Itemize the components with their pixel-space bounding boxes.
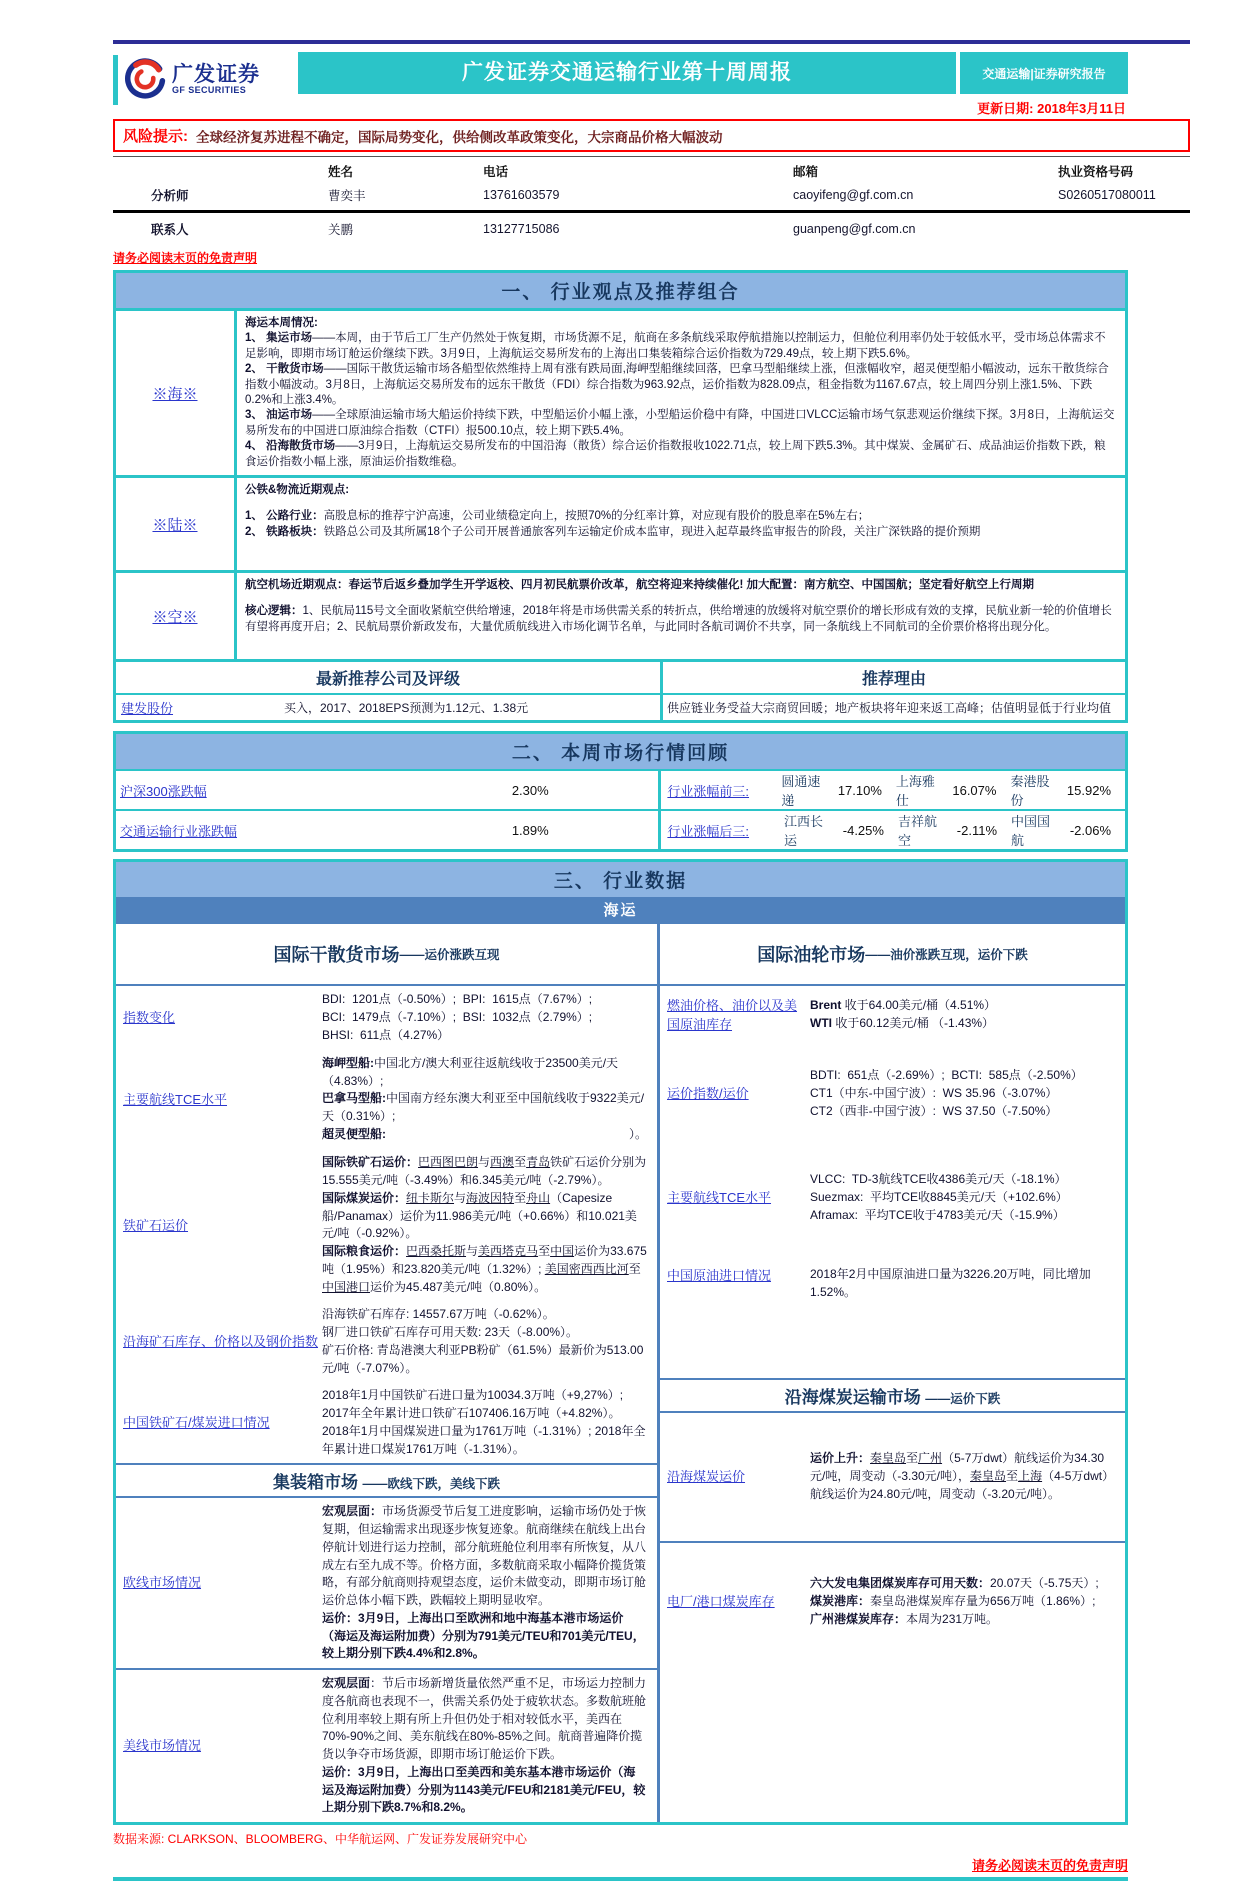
hs300-label-cell	[116, 781, 402, 800]
tce-level-values: 海岬型船:中国北方/澳大利亚往返航线收于23500美元/天（4.83%）; 巴拿马型船:中国南方经东澳大利亚至中国航线收于9322美元/天（0.31%）; 超灵便型船: ）。	[322, 1055, 647, 1141]
coastal-coal-market-title: 沿海煤炭运输市场	[784, 1388, 921, 1408]
europe-route-values: 宏观层面：市场货源受节后复工进度影响，运输市场仍处于恢复期，但运输需求出现逐步恢复迹象。航商继续在航线上出台停航计划进行运力控制，部分航班舱位利用率有所恢复，从八成左右至九成不等。价格方面，多数航商采取小幅降价揽货策略，有部分航商则持观望态度，运价未做变动，即期市场订舱运价总体小幅下跌，跌幅较上期明显收窄。 运价：3月9日，上海出口至欧洲和地中海基本港市场运价（海运及海运附加费）分别为791美元/TEU和701美元/TEU，较上期分别下跌4.4%和2.8%。	[322, 1504, 647, 1661]
bottom-disclaimer: 请务必阅读末页的免责声明	[971, 1858, 1128, 1874]
gainer-value: 15.92%	[1066, 782, 1111, 798]
title-band	[298, 52, 1128, 94]
risk-text: 全球经济复苏进程不确定，国际局势变化，供给侧改革政策变化，大宗商品价格大幅波动	[196, 129, 723, 145]
recommendation-data-row	[116, 693, 1125, 720]
analyst-header-row	[113, 157, 1190, 182]
logo-accent-bar	[113, 55, 118, 105]
report-title: 广发证券交通运输行业第十周周报	[298, 52, 956, 94]
land-row	[116, 475, 1125, 570]
coal-inventory-values: 六大发电集团煤炭库存可用天数：20.07天（-5.75天）; 煤炭港库：秦皇岛港煤炭库存量为656万吨（1.86%）; 广州港煤炭库存：本周为231万吨。	[810, 1576, 1099, 1626]
contact-role: 联系人	[151, 223, 189, 237]
tanker-market-header	[660, 924, 1125, 986]
loser-value: -4.25%	[842, 822, 884, 838]
coastal-coal-rate-row	[660, 1413, 1125, 1541]
sea-link[interactable]: ※海※	[152, 385, 198, 403]
tce-level-link[interactable]: 主要航线TCE水平	[123, 1091, 228, 1107]
sea-tag-cell	[116, 311, 237, 475]
tanker-market-subtitle: ——油价涨跌互现，运价下跌	[865, 948, 1028, 963]
land-link[interactable]: ※陆※	[152, 516, 198, 534]
recommendation-col1-header: 最新推荐公司及评级	[116, 662, 663, 693]
import-status-values: 2018年1月中国铁矿石进口量为10034.3万吨（+9,27%）; 2017年全年累计进口铁矿石107406.16万吨（+4.82%）。 2018年1月中国煤炭进口量为1761万吨（-1.31%）; 2018年全年累计进口煤炭1761万吨（-1.31%）。	[322, 1388, 646, 1456]
loser-name: 中国国航	[1011, 814, 1051, 849]
market-row-transport	[116, 809, 1125, 849]
analyst-header-name: 姓名	[328, 165, 354, 179]
gainer-entry	[781, 771, 882, 809]
recommended-stock-link[interactable]: 建发股份	[121, 701, 174, 717]
section1-title: 一、 行业观点及推荐组合	[116, 273, 1125, 308]
container-market-header	[116, 1463, 657, 1498]
hs300-link[interactable]: 沪深300涨跌幅	[120, 783, 207, 799]
drybulk-market-header	[116, 924, 657, 986]
analyst-role: 分析师	[151, 189, 189, 203]
transport-label-cell	[116, 821, 402, 840]
shipping-data-table	[116, 922, 1125, 1822]
crude-import-row	[660, 1252, 1125, 1378]
recommendation-table	[116, 659, 1125, 720]
gainer-value: 17.10%	[837, 782, 882, 798]
analyst-header-phone: 电话	[483, 165, 509, 179]
top-disclaimer: 请务必阅读末页的免责声明	[113, 251, 258, 265]
europe-route-row	[116, 1498, 657, 1668]
tanker-market-title: 国际油轮市场	[757, 945, 866, 966]
loser-entry	[898, 811, 997, 849]
report-page	[113, 40, 1156, 1881]
tanker-rate-index-values: BDTI: 651点（-2.69%）; BCTI: 585点（-2.50%） CT1（中东-中国宁波）: WS 35.96（-3.07%） CT2（西非-中国宁波）: WS 37.50（-7.50%）	[810, 1068, 1083, 1118]
section3	[113, 859, 1128, 1825]
data-source-note: 数据来源: CLARKSON、BLOOMBERG、中华航运网、广发证券发展研究中心	[113, 1832, 528, 1847]
us-route-values: 宏观层面：节后市场新增货量依然严重不足，市场运力控制力度各航商也表现不一，供需关系仍处于疲软状态。多数航班舱位利用率较上期有所上升但仍处于相对较低水平，美西在70%-90%之间、美东航线在80%-85%之间。航商普遍降价揽货以争夺市场货源，即期市场订舱运价下跌。 运价：3月9日，上海出口至美西和美东基本港市场运价（海运及海运附加费）分别为1143美元/FEU和2181美元/FEU，较上期分别下跌8.7%和8.2%。	[322, 1676, 647, 1815]
iron-ore-freight-values: 国际铁矿石运价：巴西图巴朗与西澳至青岛铁矿石运价分别为15.555美元/吨（-3.49%）和6.345美元/吨（-2.79%）。 国际煤炭运价：纽卡斯尔与海波因特至舟山（Capesize船/Panamax）运价为11.986美元/吨（+0.66%）和10.021美元/吨（-0.92%）。 国际粮食运价：巴西桑托斯与美西塔克马至中国运价为33.675吨（1.95%）和23.820美元/吨（1.32%）; 美国密西西比河至中国港口运价为45.487美元/吨（0.80%）。	[322, 1155, 647, 1294]
top-gainers-cell	[658, 771, 1125, 809]
tanker-tce-values: VLCC: TD-3航线TCE收4386美元/天（-18.1%） Suezmax: 平均TCE收8845美元/天（+102.6%） Aframax: 平均TCE收于4783美元/天（-15.9%）	[810, 1172, 1068, 1222]
report-tag: 交通运输|证券研究报告	[960, 52, 1128, 94]
analyst-phone: 13761603579	[483, 188, 560, 202]
coastal-coal-rate-values: 运价上升：秦皇岛至广州（5-7万dwt）航线运价为34.30元/吨，周变动（-3.30元/吨），秦皇岛至上海（4-5万dwt）航线运价为24.80元/吨，周变动（-3.20元/吨）。	[810, 1451, 1115, 1501]
ore-inventory-link[interactable]: 沿海矿石库存、价格以及钢价指数	[123, 1334, 319, 1350]
air-content: 航空机场近期观点：春运节后返乡叠加学生开学返校、四月初民航票价改革，航空将迎来持续催化! 加大配置：南方航空、中国国航；坚定看好航空上行周期 核心逻辑：1、民航局115号文全面收紧航空供给增速，2018年将是市场供需关系的转折点，供给增速的放缓将对航空票价的增长形成有效的支撑，民航业新一轮的价值增长有望将再度开启；2、民航局票价新政发布，大量优质航线进入市场化调节名单，与此同时各航司调价不共享，同一条航线上不同航司的全价票价格将出现分化。	[245, 579, 1112, 633]
import-status-link[interactable]: 中国铁矿石/煤炭进口情况	[123, 1415, 270, 1431]
tanker-rate-index-row	[660, 1044, 1125, 1144]
air-link[interactable]: ※空※	[152, 608, 198, 626]
container-market-title: 集装箱市场	[273, 1473, 359, 1493]
import-status-row	[116, 1382, 657, 1463]
gainer-entry	[896, 771, 997, 809]
index-change-row	[116, 986, 657, 1049]
top-losers-link[interactable]: 行业涨幅后三:	[667, 823, 750, 839]
crude-import-link[interactable]: 中国原油进口情况	[667, 1268, 772, 1284]
gainer-entry	[1010, 771, 1111, 809]
recommendation-reason: 供应链业务受益大宗商贸回暖；地产板块将年迎来返工高峰；估值明显低于行业均值	[667, 701, 1112, 716]
recommended-stock	[116, 695, 284, 720]
air-row	[116, 570, 1125, 659]
gainer-value: 16.07%	[952, 782, 997, 798]
analyst-email: caoyifeng@gf.com.cn	[793, 188, 914, 202]
fuel-oil-price-row	[660, 986, 1125, 1044]
land-tag-cell	[116, 478, 237, 570]
tanker-coal-column	[660, 924, 1125, 1822]
shipping-band: 海运	[116, 897, 1125, 922]
transport-index-link[interactable]: 交通运输行业涨跌幅	[120, 823, 238, 839]
us-route-link[interactable]: 美线市场情况	[123, 1738, 202, 1754]
iron-ore-freight-link[interactable]: 铁矿石运价	[123, 1217, 189, 1233]
air-tag-cell	[116, 573, 237, 659]
update-date: 更新日期: 2018年3月11日	[977, 101, 1126, 116]
index-change-values: BDI: 1201点（-0.50%）; BPI: 1615点（7.67%）; BCI: 1479点（-7.10%）; BSI: 1032点（2.79%）; BHSI: 611点（4.27%）	[322, 992, 593, 1042]
gainer-name: 圆通速递	[781, 774, 821, 809]
contact-name: 关鹏	[328, 223, 354, 237]
section3-title: 三、 行业数据	[116, 862, 1125, 897]
fuel-oil-price-values: Brent 收于64.00美元/桶（4.51%） WTI 收于60.12美元/桶 （-1.43%）	[810, 998, 997, 1031]
risk-label: 风险提示:	[123, 128, 188, 145]
section1	[113, 270, 1128, 723]
ore-inventory-row	[116, 1301, 657, 1382]
brand-name-cn: 广发证券	[172, 63, 260, 87]
section2-title: 二、 本周市场行情回顾	[116, 734, 1125, 769]
analyst-header-email: 邮箱	[793, 165, 819, 179]
drybulk-market-subtitle: ——运价涨跌互现	[399, 948, 500, 963]
section2	[113, 731, 1128, 852]
tanker-tce-row	[660, 1144, 1125, 1252]
bottom-rule	[113, 1877, 1128, 1881]
recommendation-rating: 买入，2017、2018EPS预测为1.12元、1.38元	[284, 695, 663, 720]
iron-ore-freight-row	[116, 1149, 657, 1301]
risk-box	[113, 119, 1190, 152]
header-right	[298, 52, 1128, 117]
crude-import-values: 2018年2月中国原油进口量为3226.20万吨，同比增加1.52%。	[810, 1267, 1091, 1299]
land-content: 公铁&物流近期观点: 1、 公路行业：高股息标的推荐宁沪高速，公司业绩稳定向上，按照70%的分红率计算，对应现有股价的股息率在5%左右； 2、 铁路板块：铁路总公司及其所属18个子公司开展普通旅客列车运输定价成本监审，现进入起草最终监审报告的阶段，关注广深铁路的提价预期	[245, 484, 981, 538]
market-row-hs300	[116, 769, 1125, 809]
ore-inventory-values: 沿海铁矿石库存: 14557.67万吨（-0.62%）。 钢厂进口铁矿石库存可用天数: 23天（-8.00%）。 矿石价格: 青岛港澳大利亚PB粉矿（61.5%）最新价为513.00元/吨（-7.07%）。	[322, 1307, 644, 1375]
tanker-rate-index-link[interactable]: 运价指数/运价	[667, 1086, 749, 1102]
gf-logo	[113, 52, 298, 108]
gainer-name: 秦港股份	[1010, 774, 1050, 809]
drybulk-market-title: 国际干散货市场	[273, 945, 400, 966]
hs300-change: 2.30%	[511, 782, 549, 798]
sea-content: 海运本周情况: 1、 集运市场——本周，由于节后工厂生产仍然处于恢复期，市场货源不足，航商在多条航线采取停航措施以控制运力，但舱位利用率仍处于较低水平，受市场总体需求不足影响，即期市场订舱运价继续下跌。3月9日，上海航运交易所发布的上海出口集装箱综合运价指数为729.49点，较上期下跌5.6%。 2、 干散货市场——国际干散货运输市场各船型依然维持上周有涨有跌局面,海岬型船继续回落，巴拿马型船继续上涨，但涨幅收窄，超灵便型船小幅波动，远东干散货综合指数小幅波动。3月8日，上海航运交易所发布的远东干散货（FDI）综合指数为963.92点，运价指数为828.09点，租金指数为1167.67点，较上周四分别上涨1.5%、下跌0.2%和上涨3.4%。 3、 油运市场——全球原油运输市场大船运价持续下跌，中型船运价小幅上涨，小型船运价稳中有降，中国进口VLCC运输市场气氛悲观运价继续下探。3月8日，上海航运交易所发布的中国进口原油综合指数（CTFI）报500.10点，较上期下跌5.4%。 4、 沿海散货市场——3月9日，上海航运交易所发布的中国沿海（散货）综合运价指数报收1022.71点，较上周下跌5.3%。其中煤炭、金属矿石、成品油运价指数下跌，粮食运价指数小幅上涨，原油运价指数维稳。	[245, 317, 1115, 468]
analyst-table	[113, 156, 1190, 244]
coastal-coal-market-subtitle: ——运价下跌	[925, 1392, 1001, 1407]
coal-inventory-row	[660, 1541, 1125, 1661]
gainer-name: 上海雅仕	[895, 774, 935, 809]
contact-phone: 13127715086	[483, 222, 560, 236]
loser-value: -2.11%	[956, 822, 998, 838]
coastal-coal-market-header	[660, 1378, 1125, 1413]
brand-name-en: GF SECURITIES	[172, 85, 247, 96]
brand-names	[172, 64, 260, 95]
fuel-oil-price-link[interactable]: 燃油价格、油价以及美国原油库存	[667, 997, 798, 1033]
report-header	[113, 52, 1128, 117]
us-route-row	[116, 1668, 657, 1822]
tce-level-row	[116, 1049, 657, 1149]
loser-name: 吉祥航空	[897, 814, 937, 849]
analyst-header-license: 执业资格号码	[1058, 165, 1134, 179]
recommendation-header-row	[116, 662, 1125, 693]
top-rule	[113, 40, 1190, 44]
top-gainers-link[interactable]: 行业涨幅前三:	[667, 783, 750, 799]
contact-email: guanpeng@gf.com.cn	[793, 222, 916, 236]
tanker-tce-link[interactable]: 主要航线TCE水平	[667, 1190, 772, 1206]
recommendation-col2-header: 推荐理由	[861, 671, 926, 689]
analyst-name: 曹奕丰	[328, 189, 366, 203]
sea-row	[116, 308, 1125, 475]
coastal-coal-rate-link[interactable]: 沿海煤炭运价	[667, 1469, 746, 1485]
index-change-link[interactable]: 指数变化	[123, 1009, 176, 1025]
container-market-subtitle: ——欧线下跌，美线下跌	[362, 1477, 500, 1492]
drybulk-container-column	[116, 924, 660, 1822]
loser-name: 江西长运	[783, 814, 823, 849]
analyst-row	[113, 182, 1190, 213]
coal-inventory-link[interactable]: 电厂/港口煤炭库存	[667, 1594, 775, 1610]
loser-entry	[1011, 811, 1111, 849]
analyst-license: S0260517080011	[1058, 188, 1156, 202]
loser-entry	[784, 811, 884, 849]
contact-row	[113, 213, 1190, 244]
loser-value: -2.06%	[1069, 822, 1112, 838]
gf-logo-icon	[123, 56, 167, 105]
transport-change: 1.89%	[511, 822, 549, 838]
top-losers-cell	[658, 811, 1125, 849]
europe-route-link[interactable]: 欧线市场情况	[123, 1575, 202, 1591]
